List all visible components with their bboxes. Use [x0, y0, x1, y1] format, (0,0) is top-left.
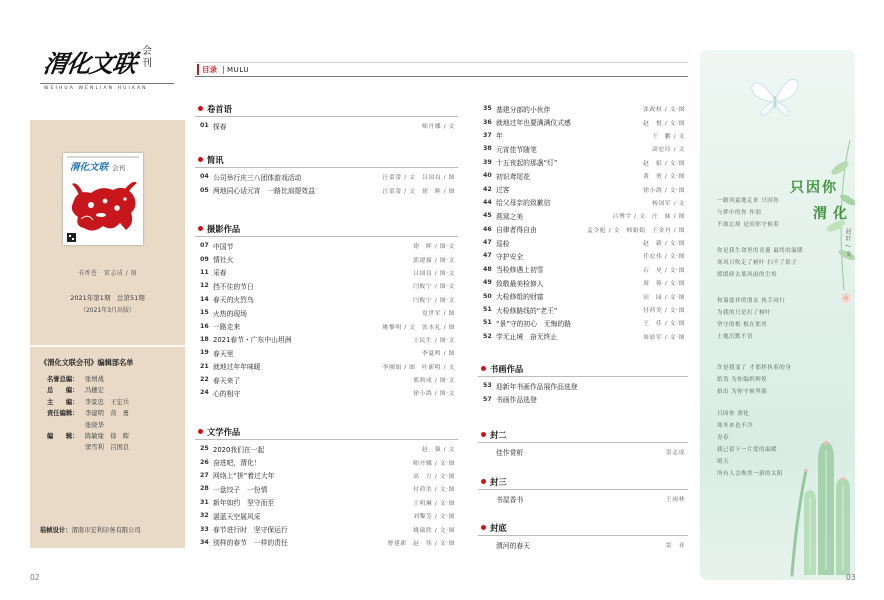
toc-entry: [195, 469, 458, 482]
toc-entry-title: 元宵佳节随笔: [496, 145, 537, 154]
toc-entry: [195, 239, 458, 252]
toc-entry-credit: 雷志成: [665, 450, 685, 457]
poem-line: 许是我变了 才那样执着的身: [717, 365, 792, 371]
toc-entry: [195, 386, 458, 399]
red-dot-icon: [198, 429, 203, 434]
issue-sidebar: [30, 120, 185, 548]
toc-entry-page: 19: [200, 349, 209, 357]
staff-row: [47, 420, 182, 431]
toc-entry-credit: 赵 悦 / 文·图: [643, 120, 685, 127]
staff-names: 张增战: [85, 376, 104, 383]
toc-entry: [478, 102, 688, 115]
toc-entry-title: 给父母亲的致歉信: [496, 199, 551, 208]
toc-entry-page: 53: [483, 382, 492, 390]
toc-entry-title: 火热的现场: [213, 309, 247, 318]
logo-title: 渭化文联: [41, 49, 138, 78]
toc-entry-page: 45: [483, 212, 492, 220]
staff-role: [47, 442, 85, 453]
toc-entry-credit: 李夏鸣 / 图: [421, 351, 455, 358]
toc-entry-credit: 高宏玲 / 文: [651, 147, 685, 154]
toc-entry-credit: 刘黎芳 / 文·图: [413, 514, 455, 521]
toc-entry: [478, 209, 688, 222]
toc-entry-page: 01: [200, 122, 209, 130]
poem-line: 青春: [717, 435, 730, 441]
toc-entry: [195, 442, 458, 455]
toc-section-title: 书画作品: [490, 363, 524, 374]
staff-role: [47, 420, 85, 431]
toc-entry: [195, 279, 458, 292]
poem-line: 只因你 渭化: [717, 411, 750, 417]
toc-entry-title: 渭河的春天: [496, 541, 530, 550]
toc-entry-page: 44: [483, 198, 492, 206]
toc-entry-credit: 田 园 / 文·图: [643, 294, 685, 301]
toc-entry-title: 春天来了: [213, 376, 241, 385]
toc-entry-credit: 姚黎明 / 文 张水礼 / 图: [382, 324, 455, 331]
poem-line: 你是我生命里的青葱 最终的温暖: [717, 248, 804, 254]
toc-entry: [478, 236, 688, 249]
toc-section-heading: [478, 361, 688, 377]
toc-section-heading: [195, 221, 458, 237]
toc-entry-title: 采春: [213, 269, 227, 278]
cover-title: 渭化文联: [70, 162, 109, 173]
toc-entry-page: 39: [483, 158, 492, 166]
toc-entry-credit: 王民生 / 图·文: [413, 337, 455, 344]
toc-entry-title: 一路走来: [213, 323, 241, 332]
design-credit: [40, 525, 141, 534]
toc-entry-credit: 吕博宇 / 文 庄 妹 / 图: [612, 214, 685, 221]
toc-entry-title: 过客: [496, 186, 510, 195]
toc-entry-credit: 周晨军 / 文·图: [643, 334, 685, 341]
issue-number: 2021年第1期 总第51期: [70, 294, 145, 302]
toc-entry-page: 12: [200, 282, 209, 290]
staff-row: [47, 397, 182, 408]
cover-caption: 书香苍 雷志成 / 图: [77, 270, 138, 277]
toc-entry-page: 51: [483, 319, 492, 327]
toc-entry-title: 当检修遇上初雪: [496, 266, 544, 275]
poem-title-line-1: 只因你: [790, 180, 838, 196]
toc-entry: [195, 293, 458, 306]
toc-entry-credit: 任宏伟 / 文·图: [643, 254, 685, 261]
toc-section: [195, 424, 458, 549]
toc-entry-page: 18: [200, 335, 209, 343]
toc-entry: [478, 223, 688, 236]
toc-entry: [478, 289, 688, 302]
toc-section: [195, 221, 458, 400]
toc-entry: [195, 360, 458, 373]
poem-line: 土地沉默不语: [717, 334, 754, 340]
staff-names: 李建明 黄 勇: [85, 410, 130, 418]
poem-line: 坚守的根 根在那里: [717, 322, 768, 328]
toc-entry: [195, 509, 458, 522]
toc-section: [478, 474, 688, 505]
toc-entry-credit: 党世军 / 图: [421, 311, 455, 318]
logo-pinyin: WEIHUA WENLIAN HUIKAN: [44, 86, 148, 91]
toc-entry-credit: 师丹娜 / 文: [421, 124, 455, 131]
staff-names: 窦雪利 吕国良: [85, 444, 130, 452]
toc-section: [195, 152, 458, 197]
toc-entry-page: 26: [200, 458, 209, 466]
toc-entry-title: 两地同心话元宵 一路比肩提效益: [213, 187, 315, 196]
toc-entry: [195, 183, 458, 196]
poem-stanza: [717, 362, 791, 398]
toc-entry-page: 11: [200, 268, 209, 276]
toc-entry: [478, 129, 688, 142]
toc-entry-credit: 雷 亚: [665, 543, 685, 550]
toc-entry-page: 52: [483, 332, 492, 340]
toc-section: [478, 520, 688, 551]
toc-entry-credit: 曹建新 赵 伟 / 文·图: [387, 540, 455, 547]
toc-entry-title: 春天里: [213, 349, 234, 358]
toc-label: 目录: [197, 64, 220, 75]
toc-entry-page: 57: [483, 395, 492, 403]
staff-role: 责任编辑：: [47, 410, 79, 418]
toc-entry-title: 守护安全: [496, 252, 524, 261]
toc-entry-credit: 黄 勇 / 文·图: [643, 174, 685, 181]
poem-line: 纸货 为你编织辉煌: [717, 377, 768, 383]
staff-row: [47, 408, 182, 419]
toc-entry: [195, 319, 458, 332]
toc-entry-title: 年: [496, 132, 503, 141]
red-dot-icon: [198, 226, 203, 231]
poem-line: 寒冬来也不冷: [717, 423, 754, 429]
design-value: 渭南市宏利印务有限公司: [71, 527, 141, 534]
staff-row: [47, 374, 182, 385]
toc-entry: [195, 522, 458, 535]
poem-line: 不敢忘却 是因你守候着: [717, 222, 780, 228]
cover-subtitle: 会刊: [112, 164, 125, 172]
toc-entry-credit: 赵 新 / 文·图: [643, 241, 685, 248]
toc-entry-title: 新年如约 坚守而至: [213, 499, 275, 508]
toc-entry: [195, 536, 458, 549]
toc-entry-page: 32: [200, 512, 209, 520]
staff-row: [47, 442, 182, 453]
toc-section-heading: [478, 474, 688, 490]
toc-entry: [195, 252, 458, 265]
cactus-illustration: [792, 441, 850, 575]
toc-entry-page: 07: [200, 242, 209, 250]
poem-stanza: [717, 295, 785, 343]
toc-entry-credit: 闫攸宁 / 图·文: [413, 284, 455, 291]
toc-entry-title: 致敬最美检修人: [496, 279, 544, 288]
poem-line: 和蔼慈祥的朋友 执手同行: [717, 298, 786, 304]
poem-line: 缓缓卸去那风雨的尘埃: [717, 272, 778, 278]
toc-entry-title: 书屋香书: [496, 495, 524, 504]
toc-entry: [478, 115, 688, 128]
toc-entry: [195, 346, 458, 359]
toc-entry-page: 22: [200, 376, 209, 384]
toc-entry-credit: 徐小鸽 / 图·文: [413, 391, 455, 398]
toc-entry-credit: 李刚娟 / 图 叶新明 / 文: [382, 364, 455, 371]
toc-entry-title: 别样的春节 一样的责任: [213, 539, 288, 548]
toc-label-pinyin: MULU: [227, 65, 250, 74]
toc-section-heading: [478, 520, 688, 536]
toc-section-title: 卷首语: [207, 103, 232, 114]
toc-entry-page: 48: [483, 265, 492, 273]
toc-entry-page: 24: [200, 389, 209, 397]
toc-entry-page: 34: [200, 538, 209, 546]
poem-line: 所有人会焕然一新的太阳: [717, 471, 784, 477]
toc-entry-title: 燕窝之美: [496, 212, 524, 221]
toc-entry: [195, 333, 458, 346]
toc-section-title: 封底: [490, 522, 507, 533]
toc-section-title: 封二: [490, 429, 507, 440]
toc-entry-page: 28: [200, 485, 209, 493]
toc-entry-title: 中国节: [213, 242, 234, 251]
cover-image: [63, 153, 143, 245]
poem-panel: [700, 50, 855, 580]
toc-entry-title: 书画作品选登: [496, 396, 537, 405]
staff-role: 总 编：: [47, 387, 79, 395]
toc-section-heading: [195, 424, 458, 440]
toc-entry-title: 公司举行庆三八团体游戏活动: [213, 173, 302, 182]
toc-entry-page: 36: [483, 118, 492, 126]
toc-entry-credit: 郭建强 / 图·文: [413, 257, 455, 264]
toc-entry-page: 40: [483, 172, 492, 180]
toc-section-heading: [195, 101, 458, 117]
toc-entry: [478, 330, 688, 343]
toc-entry-credit: 王 鹏 / 文: [651, 133, 685, 140]
poem-stanza: [717, 245, 803, 281]
toc-entry-credit: 徐 晖 / 图·文: [413, 244, 455, 251]
toc-entry-page: 04: [200, 173, 209, 181]
toc-entry-credit: 吕国良 / 图·文: [413, 270, 455, 277]
qr-code-icon: [67, 233, 76, 242]
toc-entry: [478, 316, 688, 329]
sidebar-divider: [30, 345, 185, 347]
staff-names: 李景忠 王宏兵: [85, 398, 130, 406]
toc-entry-title: 春天的火烈鸟: [213, 296, 254, 305]
toc-entry-credit: 师丹娜 / 文·图: [413, 460, 455, 467]
toc-entry-title: 迎新年书画作品展作品选登: [496, 382, 578, 391]
toc-entry-credit: 高 方 / 文·图: [413, 473, 455, 480]
toc-entry-title: 2020我们在一起: [213, 445, 265, 454]
toc-entry-page: 05: [200, 186, 209, 194]
toc-entry-credit: 付荷美 / 文·图: [413, 487, 455, 494]
toc-entry: [195, 306, 458, 319]
toc-entry-page: 09: [200, 255, 209, 263]
toc-entry-page: 47: [483, 239, 492, 247]
toc-entry-page: 21: [200, 362, 209, 370]
toc-entry-page: 16: [200, 322, 209, 330]
toc-entry: [478, 196, 688, 209]
toc-section-title: 摄影作品: [207, 223, 241, 234]
toc-entry-title: 2021春节・广东中山坦洲: [213, 336, 292, 345]
toc-entry-credit: 王 佳 / 文·图: [643, 321, 685, 328]
staff-names: 陈敏缘 徐 晖: [85, 432, 130, 440]
toc-entry-page: 35: [483, 105, 492, 113]
toc-entry: [478, 263, 688, 276]
toc-entry-page: 47: [483, 252, 492, 260]
staff-row: [47, 431, 182, 442]
toc-entry-title: 就地过年年味暖: [213, 363, 261, 372]
staff-row: [47, 385, 182, 396]
red-dot-icon: [198, 157, 203, 162]
toc-entry: [195, 119, 458, 132]
toc-entry-title: 大检修组的财富: [496, 293, 544, 302]
butterfly-icon: [752, 79, 798, 116]
toc-entry-credit: 徐小鸽 / 文·图: [643, 187, 685, 194]
toc-entry-page: 50: [483, 292, 492, 300]
poem-line: 与梦中的你 作别: [717, 210, 762, 216]
toc-entry: [478, 156, 688, 169]
toc-entry-title: 巡检: [496, 239, 510, 248]
design-label: 装帧设计：: [40, 527, 72, 534]
toc-section: [478, 427, 688, 458]
toc-entry-credit: 石 昊 / 文·图: [643, 267, 685, 274]
red-dot-icon: [481, 479, 486, 484]
toc-entry: [195, 266, 458, 279]
toc-entry: [478, 303, 688, 316]
toc-entry-page: 31: [200, 498, 209, 506]
cover-top-strip: [67, 156, 139, 158]
toc-entry: [195, 496, 458, 509]
toc-entry-page: 51: [483, 306, 492, 314]
toc-entry-title: 春节进行时 坚守保运行: [213, 526, 288, 535]
toc-entry: [478, 276, 688, 289]
toc-entry-credit: 周 蓉 / 文·图: [643, 281, 685, 288]
toc-entry: [195, 482, 458, 495]
toc-entry-title: 大检修路线的“老王”: [496, 306, 558, 315]
toc-section-title: 文学作品: [207, 426, 241, 437]
toc-entry-page: 42: [483, 185, 492, 193]
toc-entry-title: 心的相守: [213, 389, 241, 398]
toc-entry-credit: 闫攸宁 / 图·文: [413, 297, 455, 304]
toc-entry: [478, 392, 688, 405]
toc-entry: [195, 455, 458, 468]
toc-entry-title: 就地过年也要满满仪式感: [496, 119, 571, 128]
magazine-logo: [38, 32, 178, 96]
toc-entry: [478, 169, 688, 182]
page-number-right: 03: [846, 573, 856, 582]
staff-names: 张晓华: [85, 421, 104, 429]
toc-section: [478, 361, 688, 406]
toc-entry-title: 探春: [213, 122, 227, 131]
poem-line: 为我的只是打了树叶: [717, 310, 772, 316]
toc-entry-credit: 王雨林: [665, 497, 685, 504]
toc-entry: [478, 182, 688, 195]
toc-entry-page: 37: [483, 131, 492, 139]
toc-entry-credit: 王明琳 / 文·图: [413, 500, 455, 507]
poem-line: 拾出 为你守候坚强: [717, 389, 768, 395]
toc-entry-title: “景”守的初心 无悔的路: [496, 319, 572, 328]
toc-section-title: 简讯: [207, 154, 224, 165]
toc-section-title: 封三: [490, 476, 507, 487]
red-dot-icon: [198, 106, 203, 111]
staff-role: 编 辑：: [47, 432, 79, 440]
toc-entry-credit: 汪蕾蕾 / 文 徐 晖 / 图: [382, 188, 455, 195]
toc-entry-page: 25: [200, 445, 209, 453]
red-dot-icon: [481, 432, 486, 437]
staff-heading: 《渭化文联会刊》编辑部名单: [40, 358, 134, 367]
logo-rule: [40, 83, 174, 84]
toc-entry-credit: 杨国军 / 文: [651, 200, 685, 207]
poem-title-line-2: 渭化: [813, 206, 853, 222]
poem-stanza: [717, 195, 779, 231]
poem-stanza: [717, 408, 783, 480]
toc-entry-title: 挡不住的节日: [213, 282, 254, 291]
toc-entry: [478, 379, 688, 392]
toc-entry: [478, 142, 688, 155]
toc-entry-title: 基建分部的小伙伴: [496, 105, 551, 114]
toc-entry-title: 自律者得自由: [496, 226, 537, 235]
poem-line: 明天: [717, 459, 730, 465]
red-dot-icon: [481, 525, 486, 530]
toc-entry-title: 湛蓝天空展风采: [213, 512, 261, 521]
toc-entry-credit: 姚瑞欣 / 文·图: [413, 527, 455, 534]
toc-section-heading: [478, 427, 688, 443]
toc-entry-title: 初识鸢尾花: [496, 172, 530, 181]
toc-entry-credit: 张政权 / 文·图: [643, 107, 685, 114]
toc-column-left: [195, 0, 458, 600]
publish-date: （2021年3月出版）: [79, 307, 136, 314]
toc-entry: [478, 538, 688, 551]
page-number-left: 02: [30, 573, 40, 582]
toc-entry-title: 十五夜起的那盏“灯”: [496, 159, 558, 168]
toc-section: [195, 101, 458, 132]
toc-entry-page: 49: [483, 279, 492, 287]
toc-entry-title: 情社火: [213, 256, 234, 265]
toc-column-right: [478, 0, 688, 600]
poem-line: 寒风只吹走了树叶 扫不了影子: [717, 260, 798, 266]
toc-entry-title: 一盘饺子 一份情: [213, 485, 268, 494]
toc-entry-credit: 孟令彪 / 文 师娟娟 王金丹 / 图: [586, 227, 685, 234]
toc-entry: [478, 249, 688, 262]
toc-entry-page: 27: [200, 471, 209, 479]
toc-entry-page: 14: [200, 295, 209, 303]
logo-subtitle: 会刊: [142, 46, 152, 69]
toc-entry-page: 15: [200, 309, 209, 317]
toc-entry-credit: 付荷美 / 文·图: [643, 308, 685, 315]
toc-section-heading: [195, 152, 458, 168]
toc-entry-page: 33: [200, 525, 209, 533]
toc-entry: [195, 373, 458, 386]
toc-entry-page: 46: [483, 225, 492, 233]
red-dot-icon: [481, 366, 486, 371]
toc-entry-page: 38: [483, 145, 492, 153]
staff-role: 名誉总编：: [47, 376, 79, 383]
toc-entry: [478, 492, 688, 505]
toc-entry-title: 网络上“拼”着过大年: [213, 472, 275, 481]
toc-entry-title: 奋进吧，渭化！: [213, 459, 261, 468]
staff-list: [47, 374, 182, 454]
poem-author: 赵轩 / 文: [844, 228, 851, 258]
poem-line: 一路风霜地走来 只因你: [717, 198, 780, 204]
poem-line: 我已留下一片爱的温暖: [717, 447, 778, 453]
toc-entry-title: 佳作赏析: [496, 448, 524, 457]
staff-role: 主 编：: [47, 398, 79, 406]
toc-entry: [195, 170, 458, 183]
toc-entry-title: 学无止境 奋无终止: [496, 333, 558, 342]
staff-names: 冯穗宏: [85, 387, 104, 395]
toc-entry-credit: 汪蕾蕾 / 文 吕国良 / 图: [382, 175, 455, 182]
toc-entry-credit: 赵 娟 / 文·图: [643, 160, 685, 167]
toc-section: [478, 102, 688, 343]
toc-entry: [478, 445, 688, 458]
toc-entry-credit: 赵 强 / 文: [421, 447, 455, 454]
toc-entry-credit: 邢莉成 / 图·文: [413, 378, 455, 385]
